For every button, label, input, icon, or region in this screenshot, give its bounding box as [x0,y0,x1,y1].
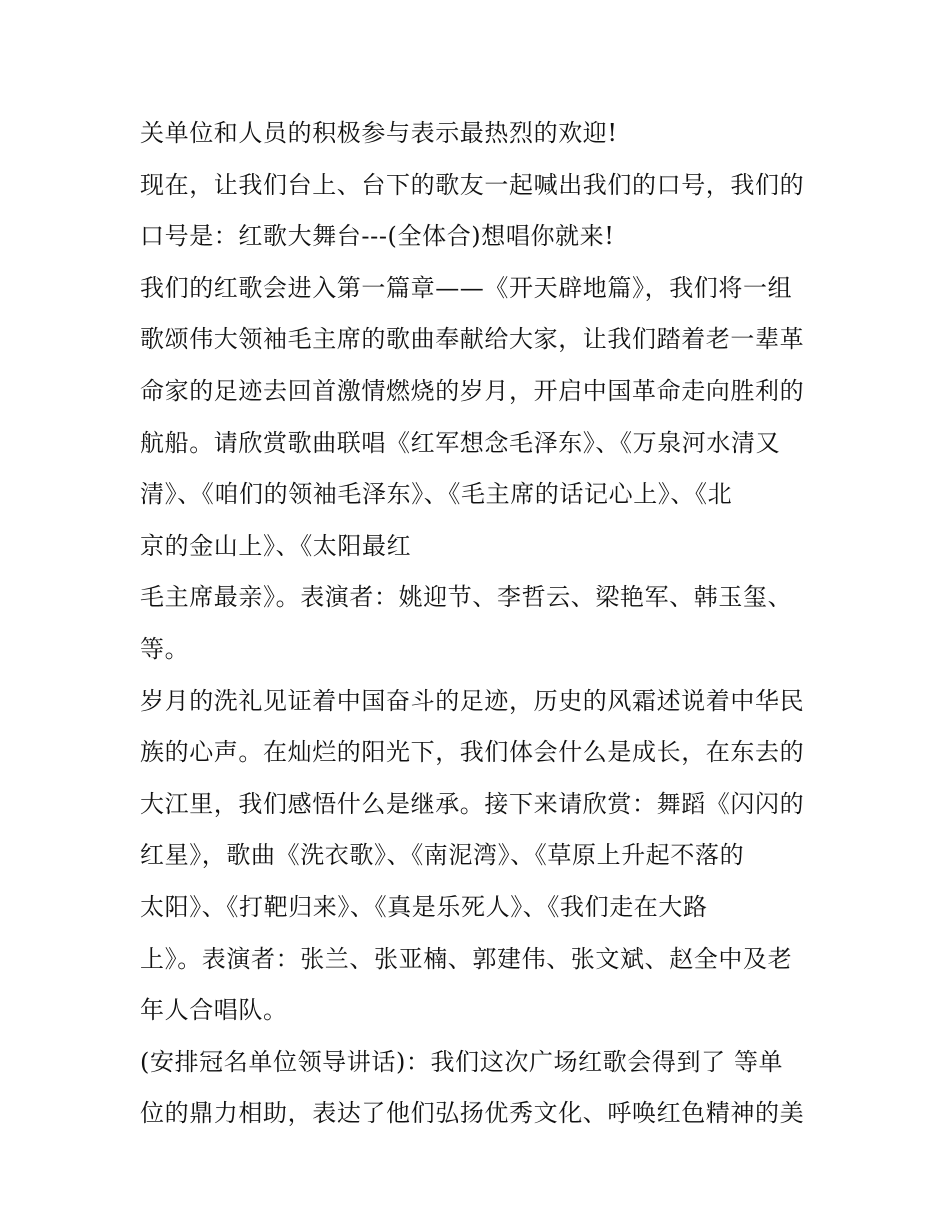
text-line: (安排冠名单位领导讲话)：我们这次广场红歌会得到了 等单 [140,1047,784,1076]
text-line: 大江里，我们感悟什么是继承。接下来请欣赏：舞蹈《闪闪的 [140,789,805,818]
text-line: 位的鼎力相助，表达了他们弘扬优秀文化、呼唤红色精神的美 [140,1099,805,1128]
body-text [140,108,820,1140]
text-line: 命家的足迹去回首激情燃烧的岁月，开启中国革命走向胜利的 [140,376,805,405]
text-line: 等。 [140,634,190,663]
text-line: 京的金山上》、《太阳最红 [140,531,412,560]
text-line: 毛主席最亲》。表演者：姚迎节、李哲云、梁艳军、韩玉玺、 [140,583,793,612]
text-line: 年人合唱队。 [140,996,288,1025]
text-line: 口号是：红歌大舞台---(全体合)想唱你就来! [140,222,615,251]
text-line: 岁月的洗礼见证着中国奋斗的足迹，历史的风霜述说着中华民 [140,686,805,715]
text-line: 歌颂伟大领袖毛主席的歌曲奉献给大家，让我们踏着老一辈革 [140,325,805,354]
text-line: 上》。表演者：张兰、张亚楠、郭建伟、张文斌、赵全中及老 [140,944,793,973]
text-line: 清》、《咱们的领袖毛泽东》、《毛主席的话记心上》、《北 [140,480,733,509]
text-line: 我们的红歌会进入第一篇章——《开天辟地篇》，我们将一组 [140,273,793,302]
text-line: 现在，让我们台上、台下的歌友一起喊出我们的口号，我们的 [140,170,805,199]
text-line: 关单位和人员的积极参与表示最热烈的欢迎! [140,119,618,147]
text-line: 族的心声。在灿烂的阳光下，我们体会什么是成长，在东去的 [140,738,805,767]
text-line: 太阳》、《打靶归来》、《真是乐死人》、《我们走在大路 [140,892,708,921]
text-line: 航船。请欣赏歌曲联唱《红军想念毛泽东》、《万泉河水清又 [140,428,781,457]
text-line: 红星》，歌曲《洗衣歌》、《南泥湾》、《草原上升起不落的 [140,841,745,870]
